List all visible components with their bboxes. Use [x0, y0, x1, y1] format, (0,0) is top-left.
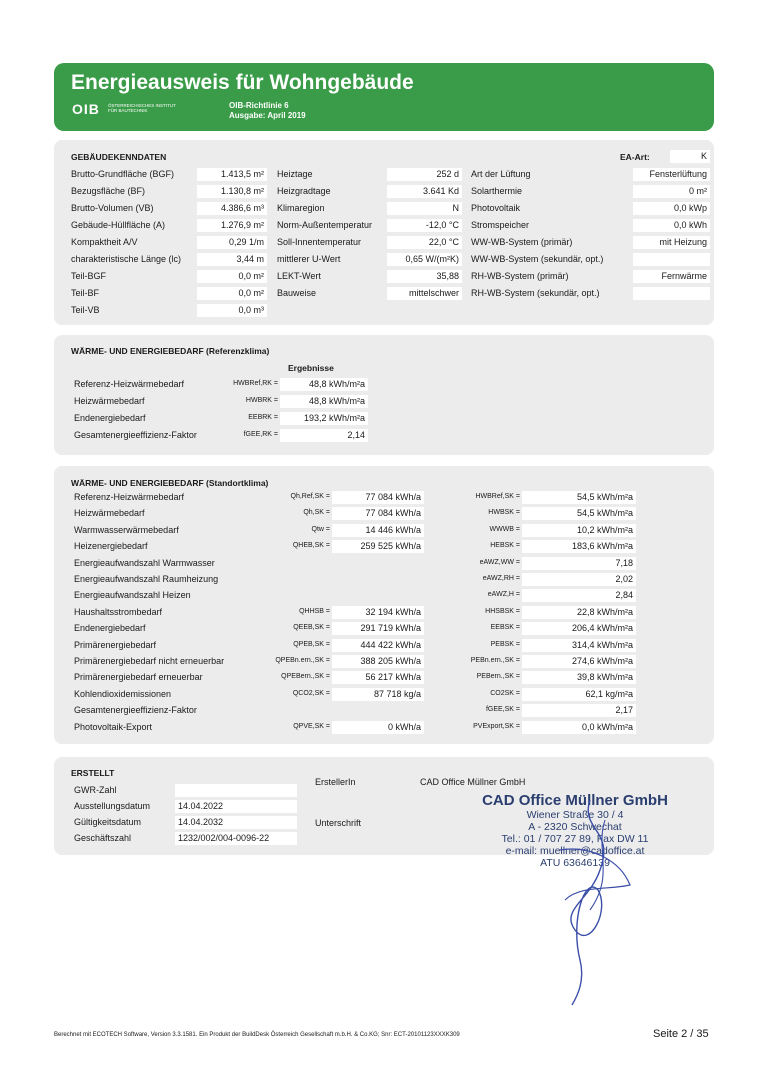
kenndaten-value: 3.641 Kd [387, 185, 462, 198]
kenndaten-value: 0,0 m² [197, 287, 267, 300]
standort-symbol-specific: eAWZ,H = [487, 591, 520, 598]
standort-symbol-specific: HHSBSK = [485, 608, 520, 615]
stamp-uid: ATU 63646139 [540, 857, 610, 869]
gebaeudekenndaten-title: GEBÄUDEKENNDATEN [71, 152, 167, 162]
ersteller-value: CAD Office Müllner GmbH [420, 777, 526, 787]
kenndaten-value: 4.386,6 m³ [197, 202, 267, 215]
handwritten-signature [520, 790, 660, 1010]
standortklima-title: WÄRME- UND ENERGIEBEDARF (Standortklima) [71, 478, 269, 488]
kenndaten-label: Klimaregion [277, 203, 325, 213]
standort-value-specific: 7,18 [522, 557, 636, 570]
kenndaten-value: 0,0 kWh [633, 219, 710, 232]
standort-symbol-absolute: QEEB,SK = [293, 624, 330, 631]
standort-value-specific: 274,6 kWh/m²a [522, 655, 636, 668]
oib-logo: OIB [72, 101, 100, 117]
standort-label: Referenz-Heizwärmebedarf [74, 492, 185, 502]
kenndaten-label: Brutto-Grundfläche (BGF) [71, 169, 175, 179]
kenndaten-label: charakteristische Länge (lc) [71, 254, 182, 264]
footer-software-note: Berechnet mit ECOTECH Software, Version 3.3.1581. Ein Produkt der BuildDesk Österreich Gesellschaft m.b.H. & Co.KG; Snr: ECT-20101123XXXK309 [54, 1032, 460, 1038]
referenz-value: 2,14 [280, 429, 368, 442]
referenz-label: Referenz-Heizwärmebedarf [74, 379, 185, 389]
stamp-phone: Tel.: 01 / 707 27 89, Fax DW 11 [501, 833, 649, 845]
standort-symbol-specific: WWWB = [489, 526, 520, 533]
standort-symbol-specific: CO2SK = [490, 690, 520, 697]
standort-value-absolute: 14 446 kWh/a [332, 524, 424, 537]
standort-symbol-specific: HEBSK = [490, 542, 520, 549]
erstellt-label: GWR-Zahl [74, 785, 117, 795]
erstellt-value [175, 784, 297, 797]
standort-symbol-specific: PEBSK = [490, 641, 520, 648]
kenndaten-label: LEKT-Wert [277, 271, 321, 281]
kenndaten-label: Art der Lüftung [471, 169, 531, 179]
kenndaten-value: 35,88 [387, 270, 462, 283]
kenndaten-value: 0,0 m² [197, 270, 267, 283]
standort-label: Energieaufwandszahl Warmwasser [74, 558, 215, 568]
standort-symbol-specific: PEBn.ern.,SK = [470, 657, 520, 664]
kenndaten-label: Brutto-Volumen (VB) [71, 203, 154, 213]
erstellt-value: 1232/002/004-0096-22 [175, 832, 297, 845]
referenz-label: Gesamtenergieeffizienz-Faktor [74, 430, 197, 440]
kenndaten-label: Stromspeicher [471, 220, 530, 230]
standort-symbol-specific: PEBern.,SK = [476, 673, 520, 680]
standort-value-specific: 39,8 kWh/m²a [522, 671, 636, 684]
ausgabe-text: Ausgabe: April 2019 [229, 111, 306, 120]
kenndaten-value: 0,0 m³ [197, 304, 267, 317]
gebaeudekenndaten-panel [54, 140, 714, 325]
kenndaten-value: mit Heizung [633, 236, 710, 249]
standort-label: Gesamtenergieeffizienz-Faktor [74, 705, 197, 715]
standort-symbol-absolute: Qh,SK = [303, 509, 330, 516]
standort-symbol-absolute: Qh,Ref,SK = [290, 493, 330, 500]
kenndaten-value: Fensterlüftung [633, 168, 710, 181]
stamp-company: CAD Office Müllner GmbH [482, 792, 668, 809]
standort-value-absolute: 444 422 kWh/a [332, 639, 424, 652]
standort-symbol-specific: HWBRef,SK = [475, 493, 520, 500]
kenndaten-label: RH-WB-System (sekundär, opt.) [471, 288, 600, 298]
standort-label: Warmwasserwärmebedarf [74, 525, 179, 535]
richtlinie-info [229, 101, 306, 121]
standort-symbol-absolute: QPEBn.ern.,SK = [275, 657, 330, 664]
standort-value-specific: 183,6 kWh/m²a [522, 540, 636, 553]
standort-label: Energieaufwandszahl Heizen [74, 590, 191, 600]
stamp-street: Wiener Straße 30 / 4 [526, 809, 624, 821]
standort-symbol-absolute: QPEBern.,SK = [281, 673, 330, 680]
standort-value-absolute: 32 194 kWh/a [332, 606, 424, 619]
kenndaten-value: 0,0 kWp [633, 202, 710, 215]
oib-logo-subtitle: ÖSTERREICHISCHES INSTITUT FÜR BAUTECHNIK [108, 103, 176, 113]
standort-label: Haushaltsstrombedarf [74, 607, 163, 617]
referenz-symbol: fGEE,RK = [243, 431, 278, 438]
referenz-value: 193,2 kWh/m²a [280, 412, 368, 425]
standort-symbol-specific: fGEE,SK = [485, 706, 520, 713]
referenz-label: Heizwärmebedarf [74, 396, 145, 406]
stamp-city: A - 2320 Schwechat [528, 821, 622, 833]
erstellt-label: Gültigkeitsdatum [74, 817, 142, 827]
standort-value-absolute: 259 525 kWh/a [332, 540, 424, 553]
kenndaten-label: Soll-Innentemperatur [277, 237, 362, 247]
erstellt-title: ERSTELLT [71, 768, 115, 778]
kenndaten-label: Norm-Außentemperatur [277, 220, 373, 230]
standort-label: Heizwärmebedarf [74, 508, 145, 518]
page-number: Seite 2 / 35 [653, 1028, 709, 1040]
standort-label: Primärenergiebedarf erneuerbar [74, 672, 203, 682]
kenndaten-value: mittelschwer [387, 287, 462, 300]
standort-label: Kohlendioxidemissionen [74, 689, 172, 699]
kenndaten-label: WW-WB-System (sekundär, opt.) [471, 254, 604, 264]
standort-symbol-specific: EEBSK = [490, 624, 520, 631]
kenndaten-label: Bauweise [277, 288, 317, 298]
kenndaten-value: 0,65 W/(m²K) [387, 253, 462, 266]
referenz-symbol: HWBRef,RK = [233, 380, 278, 387]
standort-value-specific: 2,02 [522, 573, 636, 586]
standort-value-absolute: 0 kWh/a [332, 721, 424, 734]
referenz-symbol: EEBRK = [248, 414, 278, 421]
kenndaten-value: 22,0 °C [387, 236, 462, 249]
kenndaten-label: Solarthermie [471, 186, 523, 196]
referenz-label: Endenergiebedarf [74, 413, 146, 423]
standort-symbol-specific: eAWZ,WW = [479, 559, 520, 566]
standort-symbol-absolute: QPVE,SK = [293, 723, 330, 730]
kenndaten-label: Teil-BGF [71, 271, 107, 281]
erstellt-label: Geschäftszahl [74, 833, 132, 843]
kenndaten-label: Heizgradtage [277, 186, 331, 196]
standort-symbol-specific: eAWZ,RH = [482, 575, 520, 582]
ea-art-value: K [670, 150, 710, 163]
kenndaten-label: Bezugsfläche (BF) [71, 186, 146, 196]
document-header [54, 63, 714, 131]
kenndaten-label: Teil-BF [71, 288, 100, 298]
standort-symbol-absolute: QPEB,SK = [293, 641, 330, 648]
document-title: Energieausweis für Wohngebäude [71, 71, 414, 94]
standort-value-specific: 0,0 kWh/m²a [522, 721, 636, 734]
kenndaten-value [633, 287, 710, 300]
kenndaten-value: N [387, 202, 462, 215]
standort-label: Heizenergiebedarf [74, 541, 148, 551]
referenz-value: 48,8 kWh/m²a [280, 395, 368, 408]
ersteller-label: ErstellerIn [315, 777, 356, 787]
standort-symbol-absolute: QHHSB = [299, 608, 330, 615]
standort-value-absolute: 291 719 kWh/a [332, 622, 424, 635]
kenndaten-value: Fernwärme [633, 270, 710, 283]
standort-label: Primärenergiebedarf nicht erneuerbar [74, 656, 225, 666]
standort-value-absolute: 77 084 kWh/a [332, 507, 424, 520]
standort-value-specific: 206,4 kWh/m²a [522, 622, 636, 635]
standort-value-specific: 10,2 kWh/m²a [522, 524, 636, 537]
kenndaten-value: 0,29 1/m [197, 236, 267, 249]
kenndaten-label: Heiztage [277, 169, 313, 179]
standort-value-specific: 314,4 kWh/m²a [522, 639, 636, 652]
standort-symbol-specific: HWBSK = [488, 509, 520, 516]
richtlinie-text: OIB-Richtlinie 6 [229, 101, 289, 110]
ea-art-label: EA-Art: [620, 152, 650, 162]
kenndaten-label: mittlerer U-Wert [277, 254, 341, 264]
referenz-symbol: HWBRK = [245, 397, 278, 404]
standort-symbol-absolute: QHEB,SK = [292, 542, 330, 549]
kenndaten-value: 252 d [387, 168, 462, 181]
kenndaten-value: 1.130,8 m² [197, 185, 267, 198]
standort-value-specific: 54,5 kWh/m²a [522, 491, 636, 504]
standort-value-specific: 62,1 kg/m²a [522, 688, 636, 701]
standort-label: Primärenergiebedarf [74, 640, 157, 650]
kenndaten-value [633, 253, 710, 266]
kenndaten-label: Photovoltaik [471, 203, 521, 213]
standort-value-absolute: 56 217 kWh/a [332, 671, 424, 684]
standort-symbol-absolute: Qtw = [311, 526, 330, 533]
ergebnisse-heading: Ergebnisse [288, 363, 334, 373]
erstellt-value: 14.04.2022 [175, 800, 297, 813]
erstellt-value: 14.04.2032 [175, 816, 297, 829]
standort-label: Photovoltaik-Export [74, 722, 153, 732]
standort-symbol-specific: PVExport,SK = [473, 723, 520, 730]
kenndaten-value: 3,44 m [197, 253, 267, 266]
standort-symbol-absolute: QCO2,SK = [292, 690, 330, 697]
standort-label: Endenergiebedarf [74, 623, 146, 633]
standort-value-specific: 54,5 kWh/m²a [522, 507, 636, 520]
referenz-value: 48,8 kWh/m²a [280, 378, 368, 391]
kenndaten-label: RH-WB-System (primär) [471, 271, 569, 281]
unterschrift-label: Unterschrift [315, 818, 362, 828]
standort-value-specific: 22,8 kWh/m²a [522, 606, 636, 619]
referenzklima-title: WÄRME- UND ENERGIEBEDARF (Referenzklima) [71, 346, 270, 356]
kenndaten-value: -12,0 °C [387, 219, 462, 232]
kenndaten-value: 0 m² [633, 185, 710, 198]
kenndaten-label: Gebäude-Hüllfläche (A) [71, 220, 166, 230]
kenndaten-value: 1.413,5 m² [197, 168, 267, 181]
erstellt-label: Ausstellungsdatum [74, 801, 151, 811]
stamp-email: e-mail: muellner@cadoffice.at [505, 845, 645, 857]
kenndaten-label: Teil-VB [71, 305, 100, 315]
standort-value-specific: 2,84 [522, 589, 636, 602]
kenndaten-value: 1.276,9 m² [197, 219, 267, 232]
kenndaten-label: Kompaktheit A/V [71, 237, 138, 247]
standort-value-absolute: 87 718 kg/a [332, 688, 424, 701]
standort-value-absolute: 77 084 kWh/a [332, 491, 424, 504]
standort-value-specific: 2,17 [522, 704, 636, 717]
standort-label: Energieaufwandszahl Raumheizung [74, 574, 219, 584]
standort-value-absolute: 388 205 kWh/a [332, 655, 424, 668]
kenndaten-label: WW-WB-System (primär) [471, 237, 573, 247]
